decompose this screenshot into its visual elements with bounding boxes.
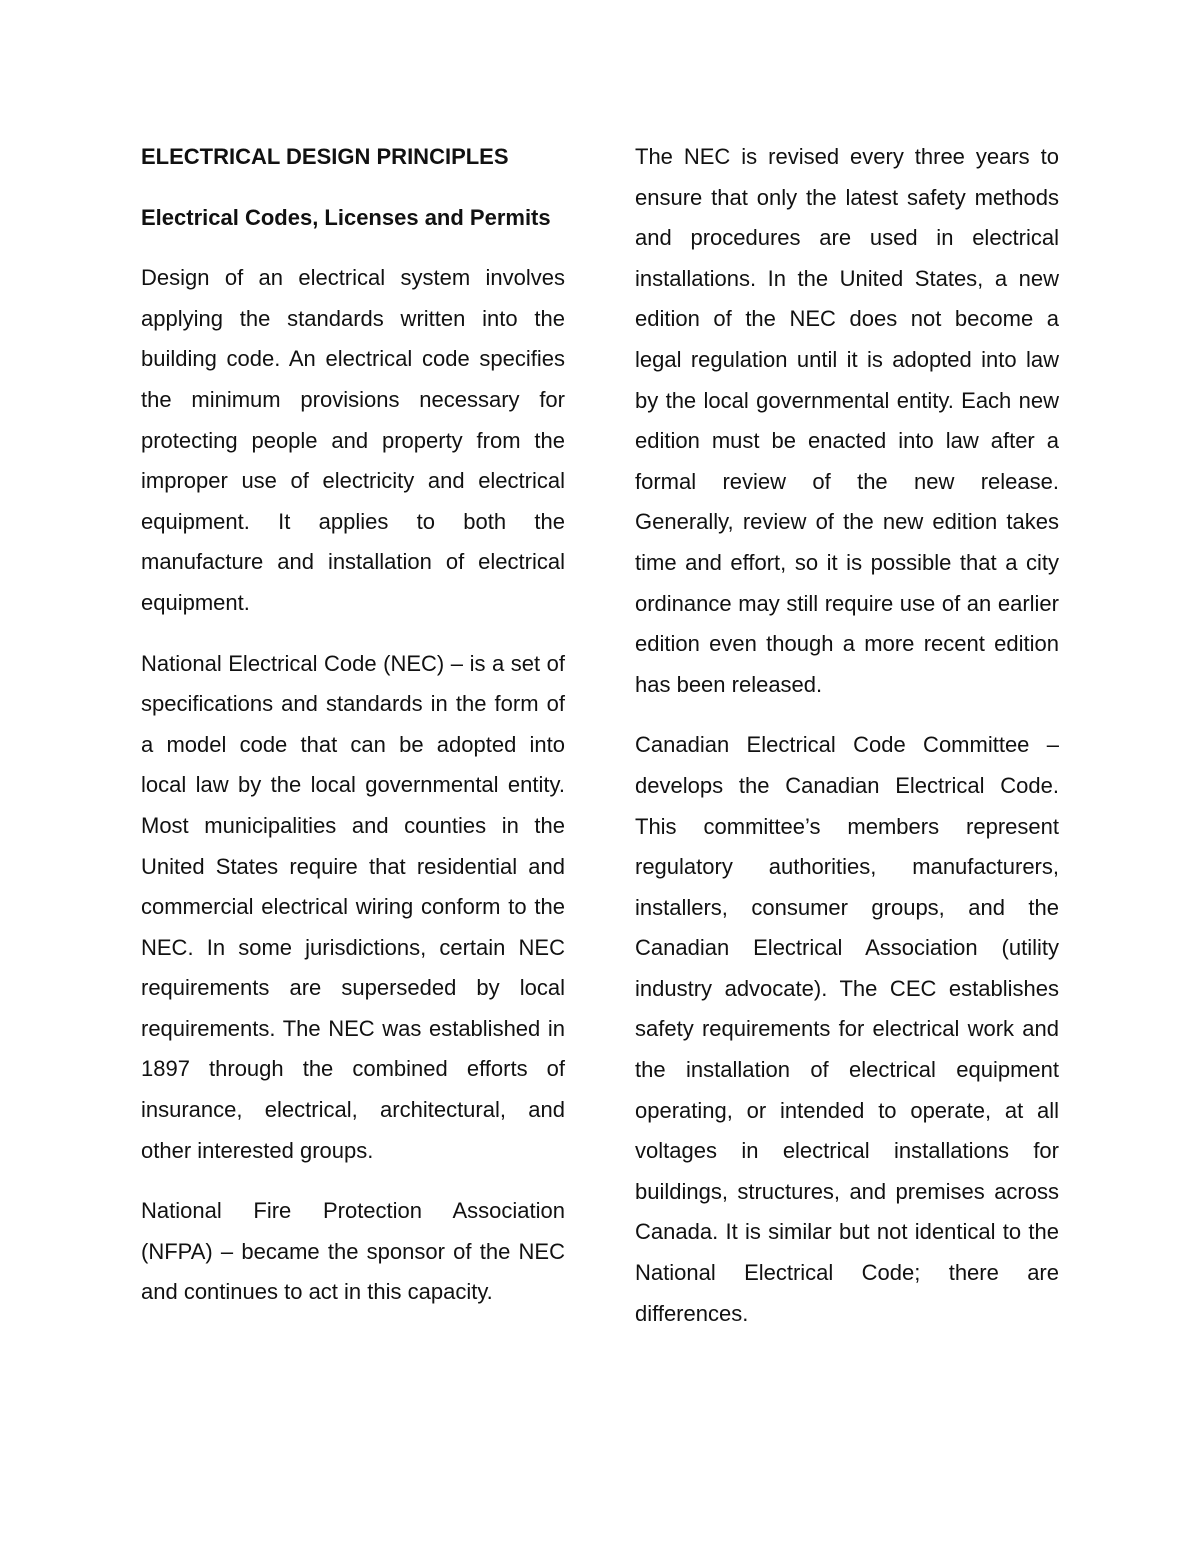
section-heading: Electrical Codes, Licenses and Permits — [141, 204, 551, 230]
paragraph-design-intro: Design of an electrical system involves applying the standards written into the building code. An electrical code specifies the minimum provisions necessary for protecting people and property from the improper use of electricity and electrical equipment. It applies to both the manufacture and installation of electrical equipment. — [141, 265, 565, 615]
left-column — [141, 137, 565, 1333]
right-column — [635, 137, 1059, 1354]
document-title: ELECTRICAL DESIGN PRINCIPLES — [141, 144, 509, 169]
paragraph-cec-committee: Canadian Electrical Code Committee – develops the Canadian Electrical Code. This committee’s members represent regulatory authorities, manufacturers, installers, consumer groups, and the Canadian Electrical Association (utility industry advocate). The CEC establishes safety requirements for electrical work and the installation of electrical equipment operating, or intended to operate, at all voltages in electrical installations for buildings, structures, and premises across Canada. It is similar but not identical to the National Electrical Code; there are differences. — [635, 732, 1059, 1326]
paragraph-nec-revision: The NEC is revised every three years to ensure that only the latest safety methods and procedures are used in electrical installations. In the United States, a new edition of the NEC does not become a legal regulation until it is adopted into law by the local governmental entity. Each new edition must be enacted into law after a formal review of the new release. Generally, review of the new edition takes time and effort, so it is possible that a city ordinance may still require use of an earlier edition even though a more recent edition has been released. — [635, 144, 1059, 697]
paragraph-nec-definition: National Electrical Code (NEC) – is a set of specifications and standards in the form of a model code that can be adopted into local law by the local governmental entity. Most municipalities and counties in the United States require that residential and commercial electrical wiring conform to the NEC. In some jurisdictions, certain NEC requirements are superseded by local requirements. The NEC was established in 1897 through the combined efforts of insurance, electrical, architectural, and other interested groups. — [141, 650, 565, 1163]
paragraph-nfpa: National Fire Protection Association (NFPA) – became the sponsor of the NEC and continues to act in this capacity. — [141, 1198, 565, 1305]
